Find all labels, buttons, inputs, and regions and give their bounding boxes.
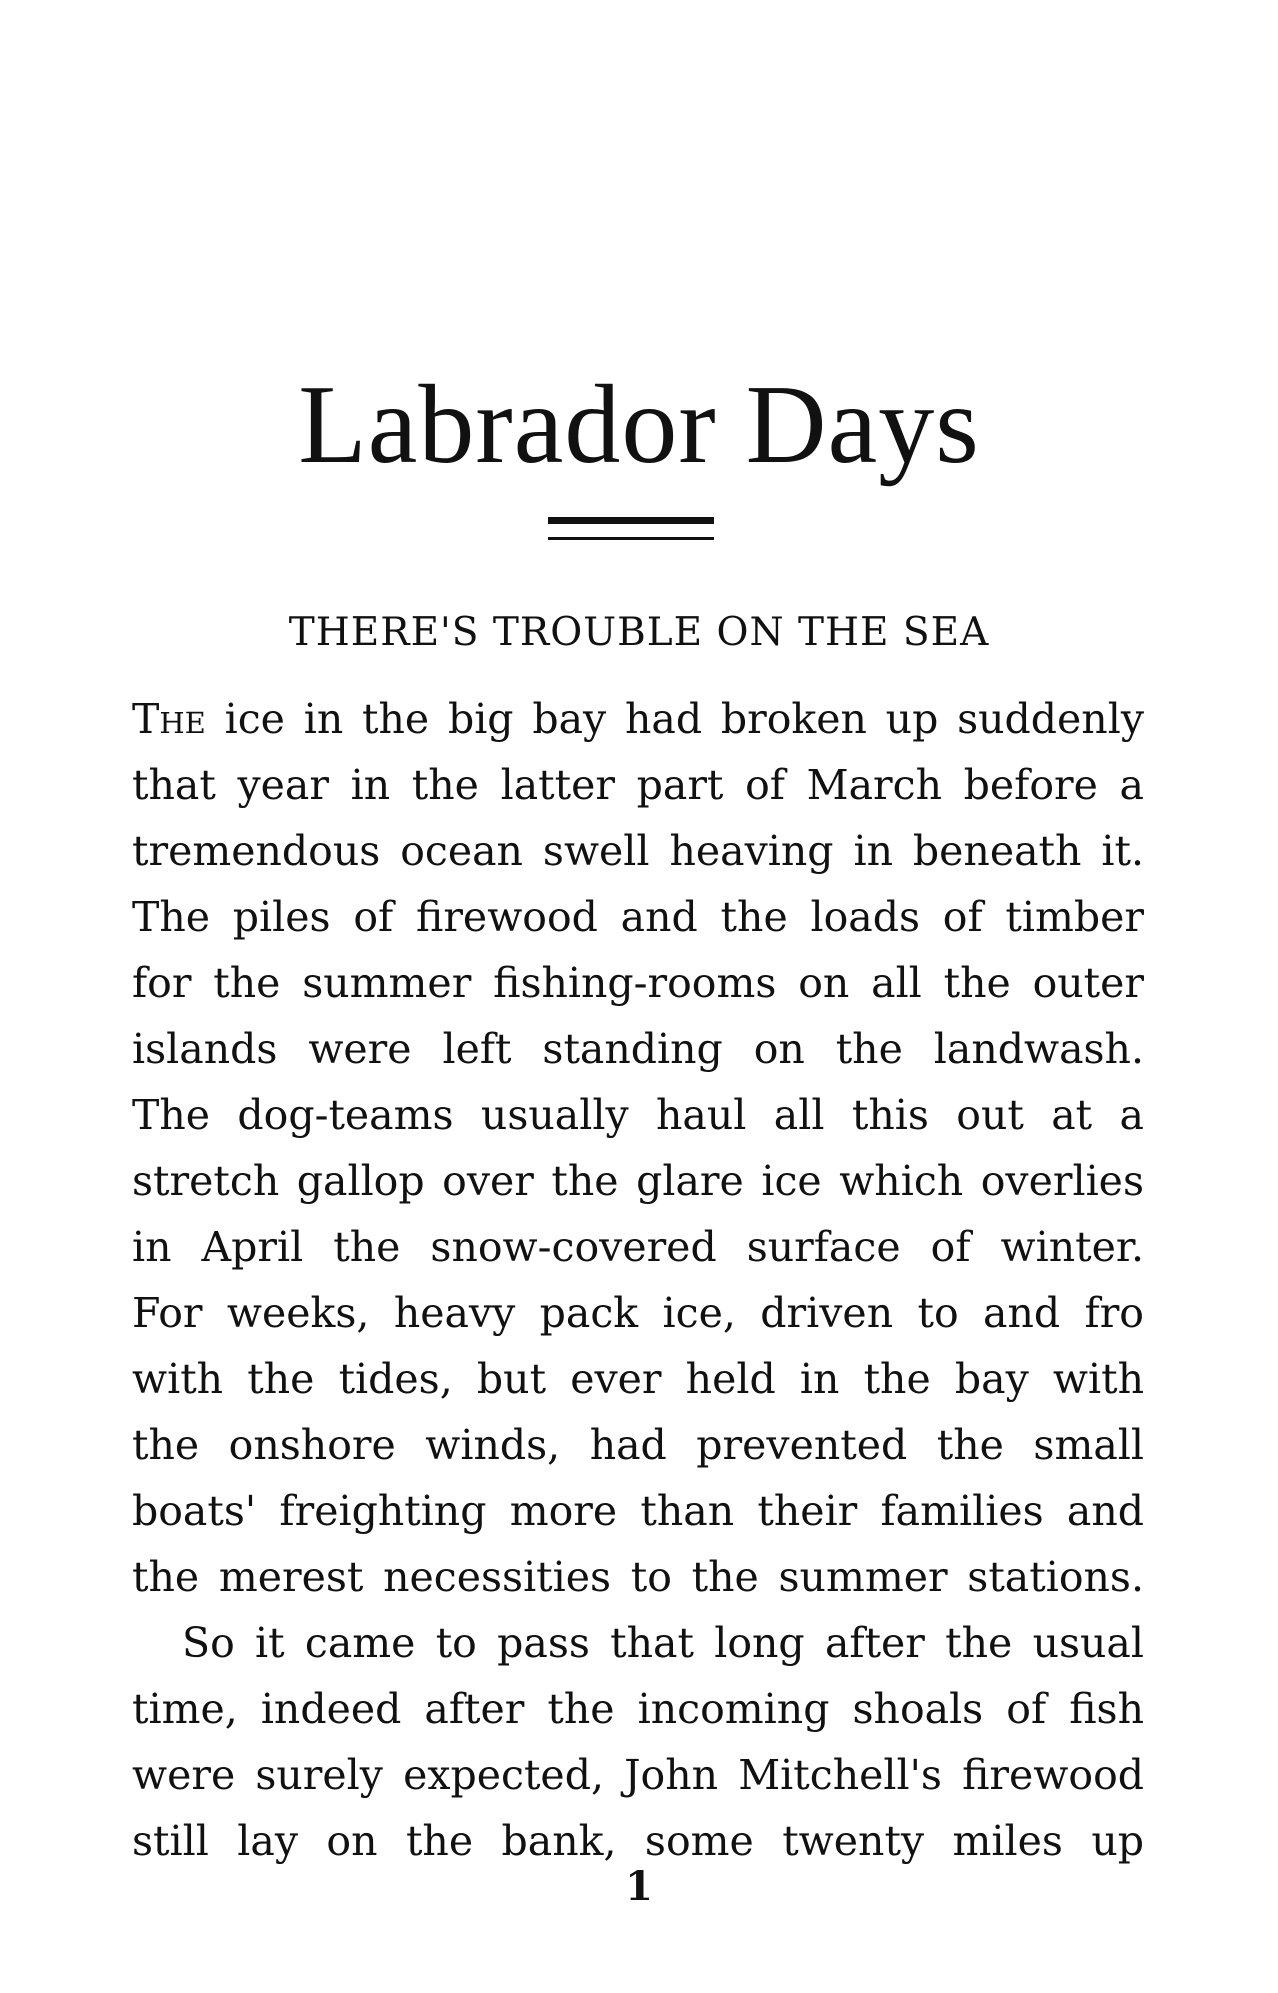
text-line: the merest necessities to the summer stations. [132, 1553, 1144, 1601]
text-line: islands were left standing on the landwash. [132, 1025, 1144, 1073]
page-number: 1 [625, 1863, 653, 1910]
text-line: The dog-teams usually haul all this out at a [132, 1091, 1144, 1139]
text-line: with the tides, but ever held in the bay with [132, 1355, 1144, 1403]
book-title: Labrador Days [298, 363, 980, 487]
text-line: stretch gallop over the glare ice which overlies [132, 1157, 1144, 1205]
title-rule-thick [548, 517, 714, 524]
chapter-title: THERE'S TROUBLE ON THE SEA [288, 610, 990, 655]
text-line: the onshore winds, had prevented the small [132, 1421, 1144, 1469]
body-text [132, 686, 1144, 1874]
text-line: still lay on the bank, some twenty miles up [132, 1817, 1144, 1865]
text-line: in April the snow-covered surface of winter. [132, 1223, 1144, 1271]
text-line: The piles of firewood and the loads of timber [132, 893, 1144, 941]
drop-lead-word: The [132, 695, 206, 743]
text-line: tremendous ocean swell heaving in beneath it. [132, 827, 1144, 875]
text-line: boats' freighting more than their families and [132, 1487, 1144, 1535]
title-rule-thin [548, 537, 714, 540]
text-line: time, indeed after the incoming shoals of fish [132, 1685, 1144, 1733]
text-line: for the summer fishing-rooms on all the outer [132, 959, 1144, 1007]
line-text: ice in the big bay had broken up suddenly [205, 695, 1144, 743]
text-line: were surely expected, John Mitchell's firewood [132, 1751, 1144, 1799]
text-line [132, 686, 1144, 752]
text-line: For weeks, heavy pack ice, driven to and fro [132, 1289, 1144, 1337]
text-line: So it came to pass that long after the usual [182, 1619, 1144, 1667]
text-line: that year in the latter part of March before a [132, 761, 1144, 809]
